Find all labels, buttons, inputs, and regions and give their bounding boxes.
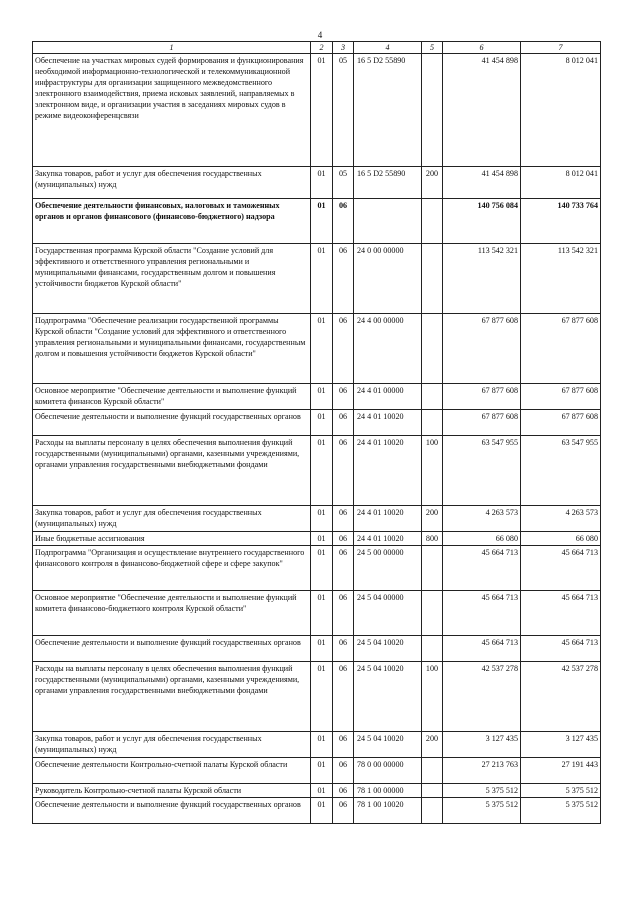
row-vr-cell — [422, 410, 443, 436]
row-amount-1-cell: 27 213 763 — [443, 758, 521, 784]
row-rz-cell: 01 — [311, 758, 333, 784]
row-amount-1-cell: 45 664 713 — [443, 546, 521, 591]
row-amount-2-cell: 8 012 041 — [521, 167, 601, 199]
row-pr-cell: 05 — [333, 167, 354, 199]
row-name-cell: Закупка товаров, работ и услуг для обеспечения государственных (муниципальных) нужд — [33, 167, 311, 199]
row-name-cell: Обеспечение на участках мировых судей формирования и функционирования необходимой информационно-технологической и телекоммуникационной инфраструктуры для организации защищенного межведомственного электронного взаимодействия, приема исковых заявлений, направляемых в электронном виде, и организации участия в заседаниях мировых судов в режиме видеоконференцсвязи — [33, 54, 311, 167]
row-amount-1-cell: 67 877 608 — [443, 410, 521, 436]
row-vr-cell: 200 — [422, 167, 443, 199]
row-rz-cell: 01 — [311, 314, 333, 384]
row-rz-cell: 01 — [311, 662, 333, 732]
row-name-cell: Закупка товаров, работ и услуг для обеспечения государственных (муниципальных) нужд — [33, 506, 311, 532]
row-pr-cell: 06 — [333, 798, 354, 824]
row-vr-cell — [422, 314, 443, 384]
row-csr-cell: 24 4 01 10020 — [354, 506, 422, 532]
row-pr-cell: 06 — [333, 591, 354, 636]
row-name-cell: Расходы на выплаты персоналу в целях обеспечения выполнения функций государственными (муниципальными) органами, казенными учреждениями, органами управления государственными внебюджетными фондами — [33, 436, 311, 506]
row-amount-1-cell: 41 454 898 — [443, 167, 521, 199]
table-row — [33, 244, 601, 314]
row-vr-cell — [422, 784, 443, 798]
row-rz-cell: 01 — [311, 798, 333, 824]
row-vr-cell — [422, 591, 443, 636]
table-row — [33, 167, 601, 199]
row-rz-cell: 01 — [311, 167, 333, 199]
row-amount-2-cell: 4 263 573 — [521, 506, 601, 532]
table-row — [33, 410, 601, 436]
row-amount-2-cell: 67 877 608 — [521, 410, 601, 436]
table-row — [33, 532, 601, 546]
row-name-cell: Обеспечение деятельности финансовых, налоговых и таможенных органов и органов финансового (финансово-бюджетного) надзора — [33, 199, 311, 244]
row-pr-cell: 06 — [333, 758, 354, 784]
row-rz-cell: 01 — [311, 436, 333, 506]
row-amount-2-cell: 45 664 713 — [521, 636, 601, 662]
row-rz-cell: 01 — [311, 506, 333, 532]
row-amount-1-cell: 45 664 713 — [443, 591, 521, 636]
row-amount-2-cell: 5 375 512 — [521, 784, 601, 798]
column-header: 4 — [354, 42, 422, 54]
row-name-cell: Подпрограмма "Организация и осуществление внутреннего государственного финансового контроля в финансово-бюджетной сфере и сфере закупок" — [33, 546, 311, 591]
row-name-cell: Иные бюджетные ассигнования — [33, 532, 311, 546]
table-row — [33, 758, 601, 784]
row-rz-cell: 01 — [311, 199, 333, 244]
row-amount-1-cell: 66 080 — [443, 532, 521, 546]
row-vr-cell: 200 — [422, 732, 443, 758]
row-pr-cell: 06 — [333, 662, 354, 732]
row-amount-1-cell: 45 664 713 — [443, 636, 521, 662]
table-row — [33, 314, 601, 384]
row-pr-cell: 06 — [333, 546, 354, 591]
table-row — [33, 546, 601, 591]
row-name-cell: Руководитель Контрольно-счетной палаты Курской области — [33, 784, 311, 798]
row-csr-cell: 24 5 04 00000 — [354, 591, 422, 636]
row-amount-2-cell: 45 664 713 — [521, 546, 601, 591]
row-rz-cell: 01 — [311, 384, 333, 410]
row-pr-cell: 06 — [333, 314, 354, 384]
table-row — [33, 732, 601, 758]
row-amount-1-cell: 63 547 955 — [443, 436, 521, 506]
row-amount-1-cell: 67 877 608 — [443, 384, 521, 410]
budget-table — [32, 41, 601, 824]
row-amount-2-cell: 140 733 764 — [521, 199, 601, 244]
row-rz-cell: 01 — [311, 532, 333, 546]
row-vr-cell — [422, 546, 443, 591]
row-amount-1-cell: 3 127 435 — [443, 732, 521, 758]
row-amount-2-cell: 66 080 — [521, 532, 601, 546]
row-name-cell: Основное мероприятие "Обеспечение деятельности и выполнение функций комитета финансов Курской области" — [33, 384, 311, 410]
row-pr-cell: 06 — [333, 244, 354, 314]
row-csr-cell: 24 5 04 10020 — [354, 636, 422, 662]
row-name-cell: Подпрограмма "Обеспечение реализации государственной программы Курской области "Создание условий для эффективного и ответственного управления региональными и муниципальными финансами, государственным долгом и повышения устойчивости бюджетов Курской области" — [33, 314, 311, 384]
row-amount-2-cell: 63 547 955 — [521, 436, 601, 506]
table-row — [33, 636, 601, 662]
row-rz-cell: 01 — [311, 546, 333, 591]
row-csr-cell: 24 0 00 00000 — [354, 244, 422, 314]
row-name-cell: Закупка товаров, работ и услуг для обеспечения государственных (муниципальных) нужд — [33, 732, 311, 758]
row-pr-cell: 06 — [333, 506, 354, 532]
row-name-cell: Расходы на выплаты персоналу в целях обеспечения выполнения функций государственными (муниципальными) органами, казенными учреждениями, органами управления государственными внебюджетными фондами — [33, 662, 311, 732]
row-vr-cell — [422, 636, 443, 662]
row-csr-cell: 24 5 04 10020 — [354, 732, 422, 758]
table-row — [33, 436, 601, 506]
row-vr-cell: 800 — [422, 532, 443, 546]
row-amount-1-cell: 67 877 608 — [443, 314, 521, 384]
row-vr-cell: 100 — [422, 662, 443, 732]
row-vr-cell — [422, 54, 443, 167]
row-pr-cell: 06 — [333, 732, 354, 758]
row-rz-cell: 01 — [311, 591, 333, 636]
row-name-cell: Обеспечение деятельности Контрольно-счетной палаты Курской области — [33, 758, 311, 784]
row-amount-1-cell: 5 375 512 — [443, 784, 521, 798]
row-vr-cell: 100 — [422, 436, 443, 506]
row-name-cell: Государственная программа Курской области "Создание условий для эффективного и ответственного управления региональными и муниципальными финансами, государственным долгом и повышения устойчивости бюджетов Курской области" — [33, 244, 311, 314]
row-vr-cell — [422, 244, 443, 314]
row-name-cell: Обеспечение деятельности и выполнение функций государственных органов — [33, 410, 311, 436]
row-csr-cell: 24 5 04 10020 — [354, 662, 422, 732]
table-body — [33, 54, 601, 824]
column-header: 5 — [422, 42, 443, 54]
table-row — [33, 54, 601, 167]
row-vr-cell — [422, 384, 443, 410]
row-rz-cell: 01 — [311, 784, 333, 798]
row-rz-cell: 01 — [311, 244, 333, 314]
row-csr-cell: 16 5 D2 55890 — [354, 167, 422, 199]
row-pr-cell: 06 — [333, 436, 354, 506]
column-header: 7 — [521, 42, 601, 54]
row-amount-1-cell: 113 542 321 — [443, 244, 521, 314]
row-amount-2-cell: 8 012 041 — [521, 54, 601, 167]
row-csr-cell: 24 4 01 10020 — [354, 436, 422, 506]
row-csr-cell: 78 0 00 00000 — [354, 758, 422, 784]
column-header: 1 — [33, 42, 311, 54]
table-row — [33, 199, 601, 244]
row-amount-2-cell: 45 664 713 — [521, 591, 601, 636]
row-csr-cell — [354, 199, 422, 244]
column-header: 6 — [443, 42, 521, 54]
row-vr-cell — [422, 758, 443, 784]
row-amount-1-cell: 140 756 084 — [443, 199, 521, 244]
row-csr-cell: 24 5 00 00000 — [354, 546, 422, 591]
row-amount-2-cell: 67 877 608 — [521, 314, 601, 384]
row-name-cell: Обеспечение деятельности и выполнение функций государственных органов — [33, 636, 311, 662]
row-csr-cell: 24 4 01 10020 — [354, 410, 422, 436]
row-amount-2-cell: 113 542 321 — [521, 244, 601, 314]
row-csr-cell: 78 1 00 00000 — [354, 784, 422, 798]
row-rz-cell: 01 — [311, 636, 333, 662]
row-pr-cell: 06 — [333, 532, 354, 546]
row-vr-cell — [422, 199, 443, 244]
row-vr-cell — [422, 798, 443, 824]
column-header: 3 — [333, 42, 354, 54]
row-amount-2-cell: 5 375 512 — [521, 798, 601, 824]
row-name-cell: Обеспечение деятельности и выполнение функций государственных органов — [33, 798, 311, 824]
row-csr-cell: 24 4 00 00000 — [354, 314, 422, 384]
row-amount-1-cell: 41 454 898 — [443, 54, 521, 167]
row-pr-cell: 06 — [333, 636, 354, 662]
row-csr-cell: 24 4 01 00000 — [354, 384, 422, 410]
row-rz-cell: 01 — [311, 410, 333, 436]
row-rz-cell: 01 — [311, 54, 333, 167]
row-amount-2-cell: 3 127 435 — [521, 732, 601, 758]
row-pr-cell: 06 — [333, 784, 354, 798]
row-name-cell: Основное мероприятие "Обеспечение деятельности и выполнение функций комитета финансово-бюджетного контроля Курской области" — [33, 591, 311, 636]
table-row — [33, 506, 601, 532]
row-pr-cell: 06 — [333, 384, 354, 410]
column-number-row — [33, 42, 601, 54]
table-row — [33, 662, 601, 732]
row-amount-1-cell: 42 537 278 — [443, 662, 521, 732]
row-rz-cell: 01 — [311, 732, 333, 758]
column-header: 2 — [311, 42, 333, 54]
row-amount-2-cell: 67 877 608 — [521, 384, 601, 410]
row-amount-2-cell: 42 537 278 — [521, 662, 601, 732]
row-amount-1-cell: 4 263 573 — [443, 506, 521, 532]
row-amount-1-cell: 5 375 512 — [443, 798, 521, 824]
table-row — [33, 384, 601, 410]
row-csr-cell: 78 1 00 10020 — [354, 798, 422, 824]
row-pr-cell: 05 — [333, 54, 354, 167]
table-row — [33, 798, 601, 824]
page-number: 4 — [317, 30, 323, 40]
row-csr-cell: 24 4 01 10020 — [354, 532, 422, 546]
table-row — [33, 591, 601, 636]
row-pr-cell: 06 — [333, 410, 354, 436]
row-vr-cell: 200 — [422, 506, 443, 532]
table-row — [33, 784, 601, 798]
row-amount-2-cell: 27 191 443 — [521, 758, 601, 784]
row-pr-cell: 06 — [333, 199, 354, 244]
row-csr-cell: 16 5 D2 55890 — [354, 54, 422, 167]
